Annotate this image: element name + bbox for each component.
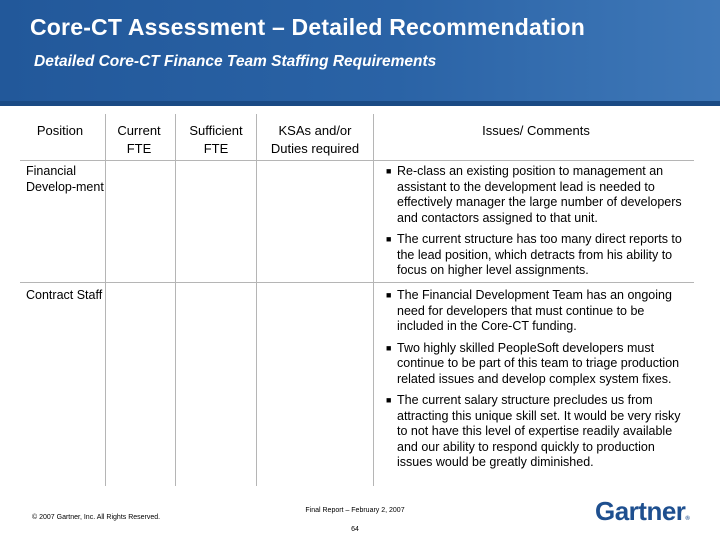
bullet-icon: ■	[386, 342, 392, 353]
slide-header	[0, 0, 720, 106]
issue-text: The Financial Development Team has an ongoing need for developers that must continue to be included in the Core-CT funding.	[397, 288, 672, 333]
column-header-position: Position	[36, 123, 84, 138]
issue-text: The current structure has too many direct reports to the lead position, which detracts from his ability to focus on higher level assignments.	[397, 232, 682, 277]
slide-subtitle: Detailed Core-CT Finance Team Staffing Requirements	[34, 53, 437, 70]
column-header-current-fte: Current FTE	[117, 123, 161, 156]
list-item	[386, 393, 688, 471]
copyright-notice: © 2007 Gartner, Inc. All Rights Reserved.	[32, 514, 161, 521]
issues-cell	[386, 288, 688, 477]
list-item	[386, 288, 688, 335]
column-divider	[175, 114, 176, 486]
position-cell: Contract Staff	[26, 288, 103, 302]
column-divider	[105, 114, 106, 486]
column-header-sufficient-fte: Sufficient FTE	[189, 123, 243, 156]
issues-cell	[386, 164, 688, 285]
column-divider	[256, 114, 257, 486]
gartner-logo	[595, 496, 690, 527]
bullet-icon: ■	[386, 290, 392, 300]
registered-mark: ®	[685, 516, 690, 522]
page-number: 64	[351, 526, 359, 533]
list-item	[386, 341, 688, 388]
header-stripe	[0, 101, 720, 106]
report-date: Final Report – February 2, 2007	[305, 507, 405, 514]
logo-text: Gartner	[595, 496, 686, 526]
column-header-ksas: KSAs and/or Duties required	[270, 123, 360, 156]
slide-title: Core-CT Assessment – Detailed Recommendation	[30, 14, 585, 40]
list-item	[386, 164, 688, 226]
bullet-icon: ■	[386, 234, 392, 244]
issue-text: The current salary structure precludes us from attracting this unique skill set. It would be very risky to not have this level of expertise readily available and our ability to respond quickly to production issues would be greatly diminished.	[397, 393, 681, 469]
bullet-icon: ■	[386, 395, 392, 405]
column-divider	[373, 114, 374, 486]
list-item	[386, 232, 688, 279]
issue-text: Two highly skilled PeopleSoft developers must continue to be part of this team to triage production related issues and develop complex system fixes.	[397, 340, 680, 386]
column-header-issues: Issues/ Comments	[482, 123, 590, 138]
bullet-icon: ■	[386, 166, 392, 176]
issue-text: Re-class an existing position to management an assistant to the development lead is needed to effectively manager the large number of developers and contactors assigned to that unit.	[397, 164, 682, 225]
position-cell: Financial Develop-ment	[26, 164, 104, 194]
row-divider	[20, 160, 694, 161]
staffing-table	[20, 114, 694, 486]
